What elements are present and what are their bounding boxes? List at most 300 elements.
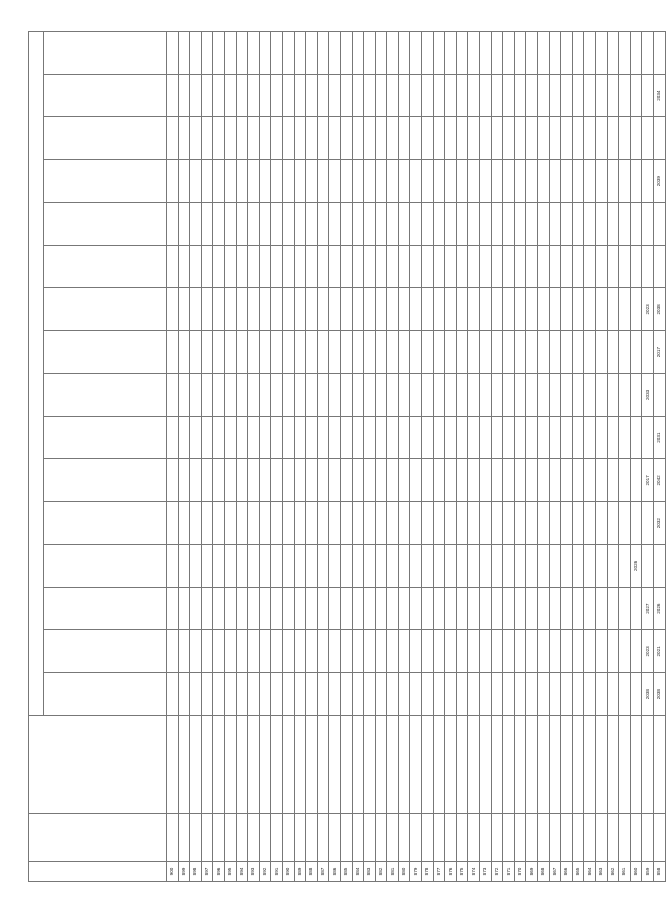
row-year-cell [456,203,468,246]
row-year-cell [271,630,283,673]
row-year-cell [364,502,376,545]
row-year-cell [248,160,260,203]
row-year-cell [445,502,457,545]
row-year-cell [190,331,202,374]
row-year-cell [282,74,294,117]
row-year-cell [224,502,236,545]
table-row [468,32,480,882]
row-municipality [329,814,341,862]
table-row [167,32,179,882]
row-year-cell [364,74,376,117]
row-municipality [584,814,596,862]
row-year-cell [178,630,190,673]
row-number: 894 [236,862,248,882]
row-year-cell [619,502,631,545]
row-year-cell [224,203,236,246]
row-year-cell [329,288,341,331]
row-address [422,716,434,814]
row-year-cell [271,288,283,331]
row-address [364,716,376,814]
row-year-cell [167,502,179,545]
row-year-cell [398,331,410,374]
row-year-cell [433,587,445,630]
row-number: 867 [549,862,561,882]
row-year-cell [468,673,480,716]
row-year-cell [538,245,550,288]
row-number: 900 [167,862,179,882]
row-year-cell [642,74,654,117]
row-year-cell [584,374,596,417]
header-work-type [44,245,167,288]
row-year-cell [387,587,399,630]
row-year-cell [433,545,445,588]
row-year-cell [352,374,364,417]
row-year-cell [317,203,329,246]
table-row [340,32,352,882]
row-year-cell [329,331,341,374]
row-municipality [503,814,515,862]
row-year-cell [387,374,399,417]
table-row [630,32,642,882]
row-year-cell [619,416,631,459]
row-address [572,716,584,814]
row-year-cell [433,74,445,117]
row-year-cell [630,245,642,288]
row-year-cell [572,203,584,246]
row-number: 886 [329,862,341,882]
row-year-cell [317,245,329,288]
row-year-cell [549,74,561,117]
row-year-cell [503,459,515,502]
row-year-cell [178,203,190,246]
row-year-cell [387,673,399,716]
row-year-cell [387,245,399,288]
row-year-cell [248,32,260,75]
row-year-cell [294,545,306,588]
row-year-cell [526,117,538,160]
row-year-cell [294,630,306,673]
row-year-cell [456,32,468,75]
row-year-cell [224,459,236,502]
row-year-cell [340,32,352,75]
row-year-cell [538,587,550,630]
row-year-cell [178,32,190,75]
row-year-cell [375,630,387,673]
row-year-cell [503,203,515,246]
row-number: 878 [422,862,434,882]
row-year-cell [630,502,642,545]
row-municipality [630,814,642,862]
row-year-cell [480,32,492,75]
row-year-cell [538,502,550,545]
row-year-cell [642,416,654,459]
row-year-cell [642,160,654,203]
row-year-cell [642,117,654,160]
row-year-cell [514,374,526,417]
row-municipality [561,814,573,862]
row-year-cell [282,374,294,417]
row-year-cell [294,374,306,417]
row-year-cell [306,203,318,246]
table-row [224,32,236,882]
row-year-cell [329,459,341,502]
row-year-cell [224,74,236,117]
row-year-cell [456,288,468,331]
row-year-cell [364,160,376,203]
row-year-cell [526,288,538,331]
row-year-cell [201,74,213,117]
row-year-cell [630,74,642,117]
row-year-cell [456,374,468,417]
header-work-type [44,502,167,545]
row-year-cell [572,459,584,502]
row-year-cell [282,459,294,502]
row-year-cell [584,32,596,75]
row-year-cell [294,502,306,545]
row-year-cell [433,673,445,716]
table-row [653,32,665,882]
table-row [387,32,399,882]
row-year-cell [468,32,480,75]
row-year-cell [595,545,607,588]
row-year-cell [248,117,260,160]
row-municipality [224,814,236,862]
row-year-cell [445,459,457,502]
row-year-cell [398,203,410,246]
row-year-cell [294,331,306,374]
row-year-cell [549,416,561,459]
row-year-cell [480,331,492,374]
row-year-cell [329,32,341,75]
row-year-cell [387,545,399,588]
table-row [607,32,619,882]
row-number: 860 [630,862,642,882]
row-year-cell [387,203,399,246]
row-year-cell [317,160,329,203]
row-year-cell [259,74,271,117]
row-year-cell [456,117,468,160]
row-year-cell [572,160,584,203]
row-address [514,716,526,814]
row-year-cell [514,117,526,160]
row-municipality [526,814,538,862]
row-year-cell [468,459,480,502]
row-year-cell [364,459,376,502]
row-year-cell [224,587,236,630]
row-year-cell [480,203,492,246]
row-year-cell [630,416,642,459]
row-year-cell [433,416,445,459]
row-year-cell [364,545,376,588]
row-year-cell [491,331,503,374]
header-work-type [44,32,167,75]
row-year-cell [549,32,561,75]
row-year-cell [584,288,596,331]
row-address [271,716,283,814]
row-year-cell [364,374,376,417]
row-year-cell [480,160,492,203]
row-year-cell [468,416,480,459]
row-year-cell: 2039 [653,160,665,203]
row-year-cell [282,331,294,374]
row-year-cell [387,74,399,117]
row-year-cell [294,288,306,331]
row-year-cell [259,416,271,459]
row-year-cell [224,117,236,160]
row-year-cell [595,630,607,673]
row-year-cell [364,245,376,288]
row-year-cell [572,545,584,588]
row-year-cell [503,587,515,630]
row-year-cell [375,32,387,75]
row-year-cell [167,459,179,502]
row-year-cell: 2038 [642,673,654,716]
row-year-cell [538,630,550,673]
row-year-cell [294,416,306,459]
row-year-cell [514,630,526,673]
row-year-cell [410,459,422,502]
row-year-cell [375,374,387,417]
row-year-cell [317,545,329,588]
row-year-cell [503,32,515,75]
row-year-cell [306,587,318,630]
row-year-cell [224,630,236,673]
row-year-cell [340,416,352,459]
row-year-cell [468,587,480,630]
row-address [526,716,538,814]
row-year-cell [491,416,503,459]
row-year-cell [653,374,665,417]
row-year-cell [282,160,294,203]
row-year-cell [167,587,179,630]
row-year-cell [364,117,376,160]
row-address [190,716,202,814]
row-year-cell: 2033 [642,374,654,417]
table-row [514,32,526,882]
row-address [201,716,213,814]
row-year-cell [224,245,236,288]
row-year-cell [607,203,619,246]
row-year-cell [190,502,202,545]
row-year-cell [480,416,492,459]
row-year-cell [538,416,550,459]
row-number: 891 [271,862,283,882]
row-number: 881 [387,862,399,882]
row-year-cell [398,416,410,459]
row-year-cell [480,502,492,545]
row-year-cell [642,545,654,588]
row-year-cell [422,203,434,246]
row-year-cell [410,32,422,75]
row-year-cell [619,288,631,331]
row-year-cell [282,502,294,545]
row-year-cell [306,117,318,160]
table-row [549,32,561,882]
row-year-cell [561,374,573,417]
row-year-cell [456,673,468,716]
row-year-cell [329,545,341,588]
row-year-cell [317,673,329,716]
row-year-cell [201,587,213,630]
row-year-cell [167,32,179,75]
row-year-cell [630,673,642,716]
row-year-cell [317,331,329,374]
row-year-cell [224,32,236,75]
row-year-cell [653,32,665,75]
row-year-cell [584,587,596,630]
row-year-cell [294,74,306,117]
row-year-cell [224,673,236,716]
row-number: 897 [201,862,213,882]
row-year-cell [213,160,225,203]
table-row [236,32,248,882]
row-year-cell [190,374,202,417]
row-year-cell [561,331,573,374]
row-year-cell [213,374,225,417]
row-year-cell [630,160,642,203]
row-year-cell [213,416,225,459]
table-row [410,32,422,882]
row-municipality [607,814,619,862]
table-row [398,32,410,882]
row-year-cell [375,545,387,588]
row-year-cell: 2042 [653,459,665,502]
row-year-cell [201,545,213,588]
row-year-cell [549,288,561,331]
row-number: 874 [468,862,480,882]
row-year-cell [630,203,642,246]
row-year-cell [190,673,202,716]
row-year-cell [352,331,364,374]
row-year-cell [213,502,225,545]
row-year-cell [468,203,480,246]
row-year-cell [190,630,202,673]
row-year-cell [398,245,410,288]
row-year-cell [271,32,283,75]
row-year-cell [503,245,515,288]
row-year-cell [375,160,387,203]
row-year-cell [306,331,318,374]
row-year-cell [607,545,619,588]
row-year-cell [178,117,190,160]
row-year-cell [526,160,538,203]
table-row [572,32,584,882]
row-year-cell [259,459,271,502]
row-year-cell [584,673,596,716]
row-year-cell [398,117,410,160]
row-number: 887 [317,862,329,882]
row-address [491,716,503,814]
row-year-cell [468,502,480,545]
row-year-cell [167,673,179,716]
row-year-cell [340,459,352,502]
row-year-cell [410,117,422,160]
row-year-cell [259,245,271,288]
row-year-cell [653,203,665,246]
row-year-cell [271,160,283,203]
row-address [248,716,260,814]
row-year-cell [422,32,434,75]
row-year-cell [248,459,260,502]
row-year-cell: 2017 [642,459,654,502]
row-year-cell [190,545,202,588]
row-year-cell [178,245,190,288]
row-year-cell [480,74,492,117]
row-year-cell [190,32,202,75]
row-year-cell [167,331,179,374]
row-year-cell [595,416,607,459]
header-work-type [44,160,167,203]
row-year-cell [248,673,260,716]
row-municipality [422,814,434,862]
row-number: 880 [398,862,410,882]
row-year-cell [503,117,515,160]
row-year-cell [294,673,306,716]
row-year-cell [213,331,225,374]
row-year-cell [607,587,619,630]
row-year-cell [306,673,318,716]
rotated-table-frame [28,32,662,882]
row-year-cell [433,203,445,246]
row-year-cell [619,117,631,160]
row-municipality [248,814,260,862]
row-year-cell [503,331,515,374]
row-year-cell [236,245,248,288]
header-num [29,862,167,882]
row-year-cell [167,630,179,673]
table-row [422,32,434,882]
row-year-cell [259,587,271,630]
row-year-cell [607,245,619,288]
row-municipality [340,814,352,862]
row-year-cell [619,331,631,374]
row-year-cell [387,331,399,374]
row-year-cell [398,673,410,716]
row-municipality [445,814,457,862]
row-year-cell [619,245,631,288]
row-address [538,716,550,814]
row-number: 871 [503,862,515,882]
row-address [294,716,306,814]
row-year-cell [213,545,225,588]
row-year-cell [398,545,410,588]
row-year-cell [538,288,550,331]
row-number: 890 [282,862,294,882]
row-number: 861 [619,862,631,882]
row-year-cell [422,117,434,160]
row-address [480,716,492,814]
row-number: 877 [433,862,445,882]
row-year-cell [607,416,619,459]
row-year-cell [306,288,318,331]
row-number: 873 [480,862,492,882]
row-year-cell [526,630,538,673]
row-year-cell [410,545,422,588]
row-number: 858 [653,862,665,882]
row-year-cell: 2034 [653,74,665,117]
row-year-cell [630,630,642,673]
row-year-cell [433,502,445,545]
row-year-cell [549,545,561,588]
row-year-cell [178,502,190,545]
row-year-cell [514,587,526,630]
row-year-cell [259,288,271,331]
row-year-cell [306,630,318,673]
row-address [653,716,665,814]
row-year-cell [387,32,399,75]
table-row [480,32,492,882]
header-work-type [44,587,167,630]
